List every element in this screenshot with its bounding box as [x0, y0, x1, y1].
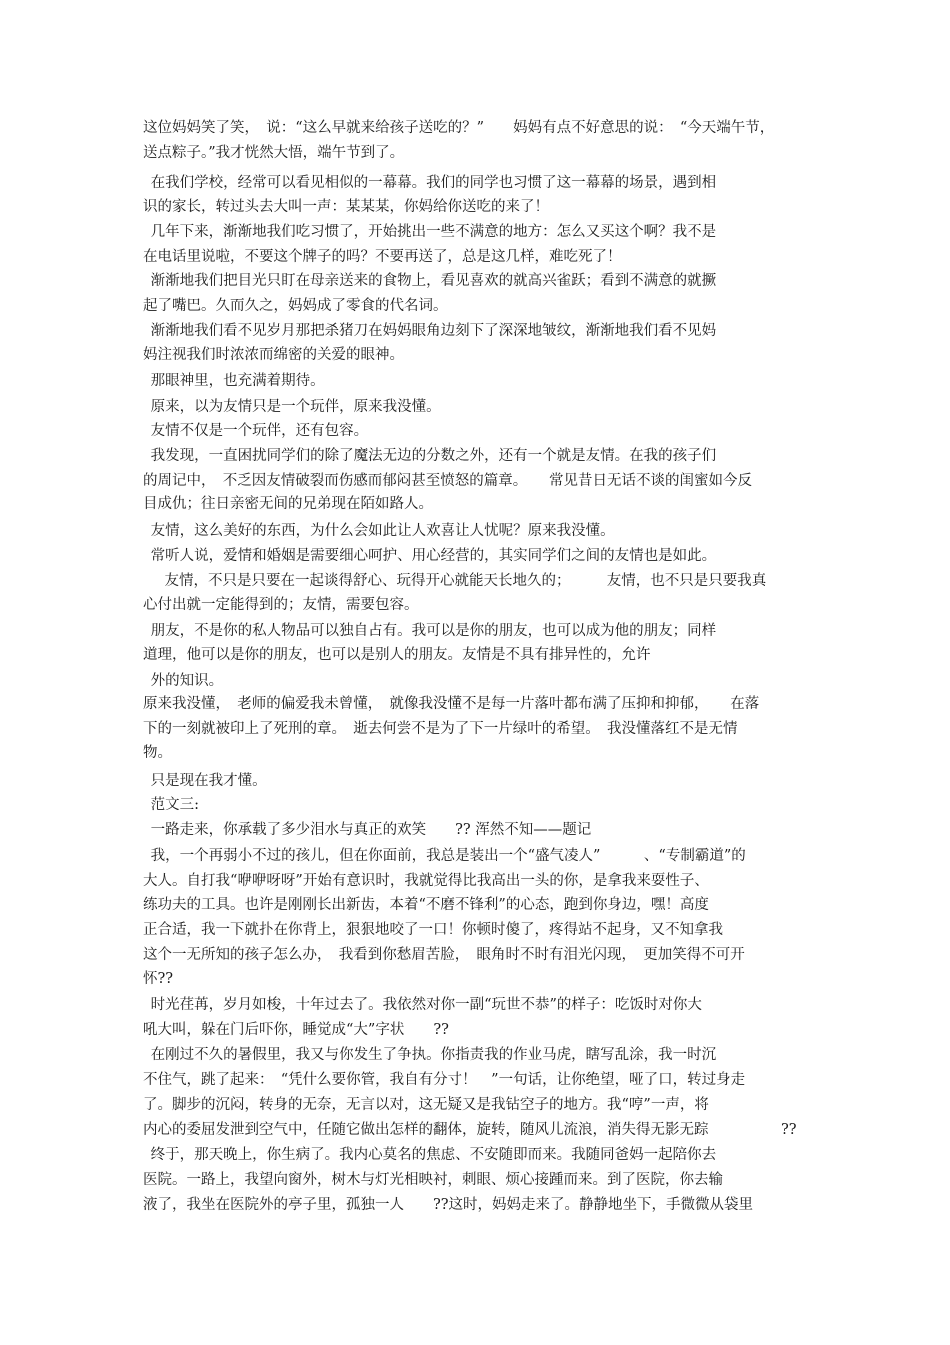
text-line: 识的家长，转过头去大叫一声：某某某，你妈给你送吃的来了！ [143, 199, 549, 215]
text-line: 练功夫的工具。也许是刚刚长出新齿，本着“不磨不锋利”的心态，跑到你身边，嘿！高度 [143, 897, 709, 913]
text-line: 内心的委屈发泄到空气中，任随它做出怎样的翻体，旋转，随风儿流浪，消失得无影无踪 ?? [143, 1122, 797, 1138]
text-line: 原来我没懂， 老师的偏爱我未曾懂， 就像我没懂不是每一片落叶都布满了压抑和抑郁， 在落 [143, 696, 760, 712]
text-line: 时光荏苒，岁月如梭，十年过去了。我依然对你一副“玩世不恭”的样子：吃饭时对你大 [146, 997, 702, 1013]
text-line: 原来，以为友情只是一个玩伴，原来我没懂。 [146, 399, 441, 415]
text-line: 外的知识。 [146, 673, 224, 689]
text-line: 送点粽子。”我才恍然大悟，端午节到了。 [143, 145, 405, 161]
text-line: 目成仇；往日亲密无间的兄弟现在陌如路人。 [143, 496, 433, 512]
text-line: 常听人说，爱情和婚姻是需要细心呵护、用心经营的，其实同学们之间的友情也是如此。 [146, 548, 717, 564]
text-line: 渐渐地我们看不见岁月那把杀猪刀在妈妈眼角边刻下了深深地皱纹，渐渐地我们看不见妈 [146, 323, 717, 339]
text-line: 朋友，不是你的私人物品可以独自占有。我可以是你的朋友，也可以成为他的朋友；同样 [146, 623, 717, 639]
text-line: 友情，这么美好的东西，为什么会如此让人欢喜让人忧呢？原来我没懂。 [146, 523, 615, 539]
text-line: 渐渐地我们把目光只盯在母亲送来的食物上，看见喜欢的就高兴雀跃；看到不满意的就撅 [146, 273, 717, 289]
text-line: 心付出就一定能得到的；友情，需要包容。 [143, 597, 419, 613]
text-line: 了。脚步的沉闷，转身的无奈，无言以对，这无疑又是我钻空子的地方。我“哼”一声，将 [143, 1097, 709, 1113]
text-line: 在刚过不久的暑假里，我又与你发生了争执。你指责我的作业马虎，瞎写乱涂，我一时沉 [146, 1047, 717, 1063]
text-line: 在电话里说啦，不要这个牌子的吗？不要再送了，总是这几样，难吃死了！ [143, 249, 622, 265]
text-line: 大人。自打我“咿咿呀呀”开始有意识时，我就觉得比我高出一头的你，是拿我来耍性子、 [143, 873, 709, 889]
text-line: 下的一刻就被印上了死刑的章。 逝去何尝不是为了下一片绿叶的希望。 我没懂落红不是无情 [143, 721, 738, 737]
text-line: 道理，他可以是你的朋友，也可以是别人的朋友。友情是不具有排异性的，允许 [143, 647, 651, 663]
text-line: 友情，不只是只要在一起谈得舒心、玩得开心就能天长地久的； 友情，也不只是只要我真 [150, 573, 767, 589]
text-line: 的周记中， 不乏因友情破裂而伤感而郁闷甚至愤怒的篇章。 常见昔日无话不谈的闺蜜如今反 [143, 473, 752, 489]
text-line: 起了嘴巴。久而久之，妈妈成了零食的代名词。 [143, 298, 448, 314]
text-line: 妈注视我们时浓浓而绵密的关爱的眼神。 [143, 347, 404, 363]
text-line: 不住气，跳了起来： “凭什么要你管，我自有分寸！ ”一句话，让你绝望，哑了口，转过身走 [143, 1072, 746, 1088]
text-line: 一路走来，你承载了多少泪水与真正的欢笑 ?? 浑然不知——题记 [146, 822, 592, 838]
text-line: 终于，那天晚上，你生病了。我内心莫名的焦虑、不安随即而来。我随同爸妈一起陪你去 [146, 1147, 717, 1163]
text-line: 那眼神里，也充满着期待。 [146, 373, 325, 389]
text-line: 医院。一路上，我望向窗外，树木与灯光相映衬，刺眼、烦心接踵而来。到了医院，你去输 [143, 1172, 723, 1188]
text-line: 只是现在我才懂。 [146, 773, 267, 789]
text-line: 几年下来，渐渐地我们吃习惯了，开始挑出一些不满意的地方：怎么又买这个啊？我不是 [146, 224, 717, 240]
text-line: 友情不仅是一个玩伴，还有包容。 [146, 423, 369, 439]
text-line: 这位妈妈笑了笑， 说：“这么早就来给孩子送吃的？” 妈妈有点不好意思的说： “今天端午节， [143, 120, 775, 136]
text-line: 物。 [143, 745, 172, 761]
text-line: 我，一个再弱小不过的孩儿，但在你面前，我总是装出一个“盛气凌人” 、“专制霸道”的 [146, 848, 746, 864]
text-line: 液了，我坐在医院外的亭子里，孤独一人 ??这时，妈妈走来了。静静地坐下，手微微从袋里 [143, 1197, 754, 1213]
text-line: 在我们学校，经常可以看见相似的一幕幕。我们的同学也习惯了这一幕幕的场景，遇到相 [146, 175, 717, 191]
text-line: 范文三: [146, 797, 199, 813]
text-line: 怀?? [143, 971, 174, 987]
text-line: 吼大叫，躲在门后吓你，睡觉成“大”字状 ?? [143, 1022, 449, 1038]
text-line: 这个一无所知的孩子怎么办， 我看到你愁眉苦脸， 眼角时不时有泪光闪现， 更加笑得不可开 [143, 947, 745, 963]
text-line: 正合适，我一下就扑在你背上，狠狠地咬了一口！你顿时傻了，疼得站不起身，又不知拿我 [143, 922, 723, 938]
text-line: 我发现，一直困扰同学们的除了魔法无边的分数之外，还有一个就是友情。在我的孩子们 [146, 448, 717, 464]
